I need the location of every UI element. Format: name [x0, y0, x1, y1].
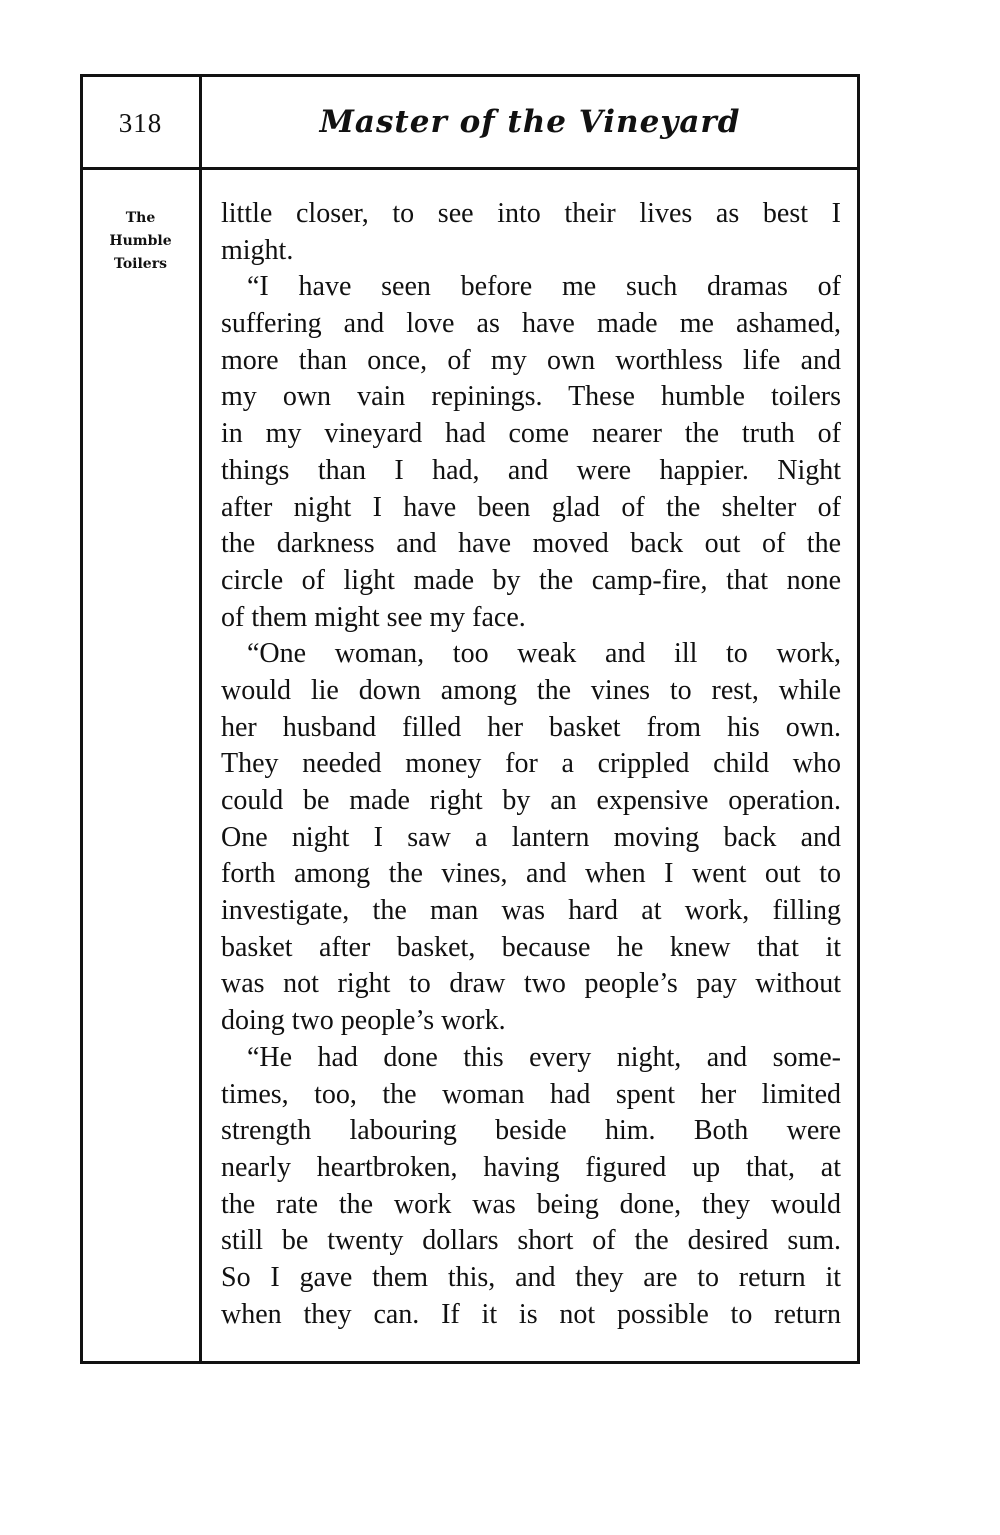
text-line: the darkness and have moved back out of the [221, 528, 841, 560]
column-divider [199, 74, 202, 1364]
text-line: more than once, of my own worthless life and [221, 344, 841, 376]
text-line: investigate, the man was hard at work, filling [221, 895, 841, 927]
text-line: circle of light made by the camp-fire, that none [221, 564, 841, 596]
text-line: One night I saw a lantern moving back and [221, 821, 841, 853]
text-line: after night I have been glad of the shelter of [221, 491, 841, 523]
text-line: might. [221, 234, 294, 266]
text-line: doing two people’s work. [221, 1005, 506, 1037]
text-line: strength labouring beside him. Both were [221, 1115, 841, 1147]
text-line: still be twenty dollars short of the desired sum. [221, 1225, 841, 1257]
text-line: in my vineyard had come nearer the truth of [221, 418, 841, 450]
page-number: 318 [118, 108, 163, 138]
text-line: basket after basket, because he knew that it [221, 931, 841, 963]
text-line: They needed money for a crippled child who [221, 748, 841, 780]
text-line: nearly heartbroken, having figured up that, at [221, 1151, 841, 1183]
text-line: suffering and love as have made me ashamed, [221, 308, 841, 340]
text-line: could be made right by an expensive operation. [221, 785, 841, 816]
text-line: her husband filled her basket from his own. [221, 711, 841, 743]
text-line: when they can. If it is not possible to return [221, 1298, 841, 1330]
text-line: the rate the work was being done, they would [221, 1188, 841, 1220]
sidenote-line: Toilers [114, 256, 167, 272]
text-line: forth among the vines, and when I went out to [221, 858, 841, 890]
body-text [221, 196, 841, 1333]
header-divider [80, 167, 860, 170]
text-line: my own vain repinings. These humble toilers [221, 381, 841, 413]
text-line: “He had done this every night, and some- [247, 1041, 841, 1073]
text-line: of them might see my face. [221, 601, 526, 633]
text-line: was not right to draw two people’s pay without [221, 968, 841, 1000]
text-line: So I gave them this, and they are to return it [221, 1261, 841, 1293]
margin-sidenote [82, 207, 199, 276]
text-line: “One woman, too weak and ill to work, [247, 638, 841, 670]
text-line: times, too, the woman had spent her limited [221, 1078, 841, 1110]
text-line: little closer, to see into their lives as best I [221, 198, 841, 229]
sidenote-line: The [125, 210, 156, 226]
text-line: things than I had, and were happier. Night [221, 454, 841, 486]
text-line: would lie down among the vines to rest, while [221, 674, 841, 706]
running-title: Master of the Vineyard [319, 104, 741, 140]
sidenote-line: Humble [109, 233, 172, 249]
text-line: “I have seen before me such dramas of [247, 271, 841, 303]
